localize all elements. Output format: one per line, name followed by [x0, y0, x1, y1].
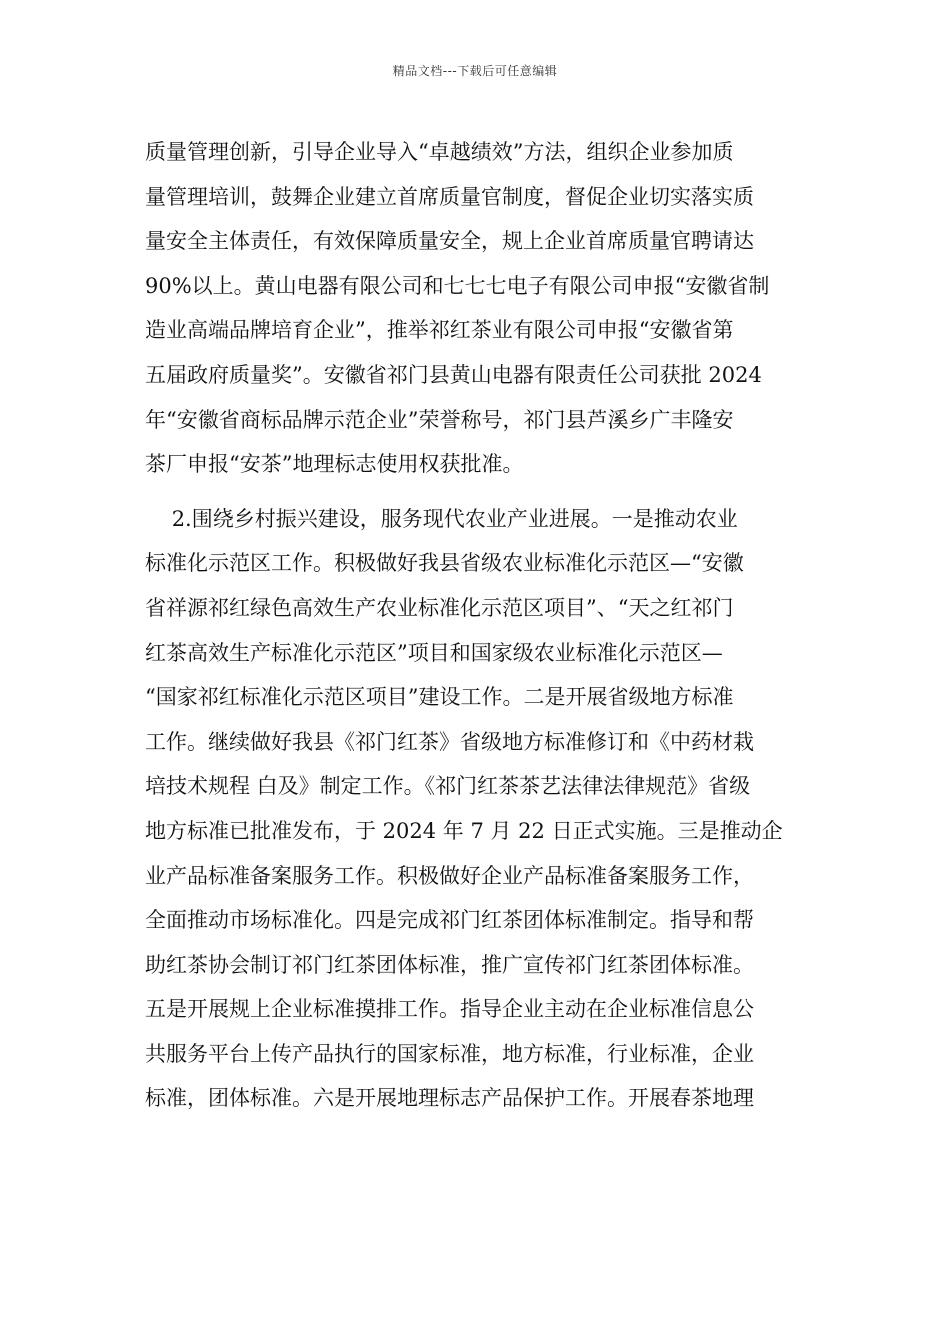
paragraph-2: [145, 497, 807, 1121]
text-line: 90%以上。黄山电器有限公司和七七七电子有限公司申报“安徽省制: [145, 273, 770, 298]
text-line: 标准化示范区工作。积极做好我县省级农业标准化示范区—“安徽: [145, 551, 744, 576]
text-line: 2.围绕乡村振兴建设，服务现代农业产业进展。一是推动农业: [145, 506, 738, 531]
text-line: 全面推动市场标准化。四是完成祁门红茶团体标准制定。指导和帮: [145, 908, 754, 933]
text-line: 茶厂申报“安茶”地理标志使用权获批准。: [145, 452, 524, 477]
text-line: 地方标准已批准发布，于 2024 年 7 月 22 日正式实施。三是推动企: [145, 818, 783, 843]
text-line: “国家祁红标准化示范区项目”建设工作。二是开展省级地方标准: [145, 685, 734, 710]
text-line: 共服务平台上传产品执行的国家标准，地方标准，行业标准，企业: [145, 1041, 754, 1066]
text-line: 年“安徽省商标品牌示范企业”荣誉称号，祁门县芦溪乡广丰隆安: [145, 407, 734, 432]
text-line: 量安全主体责任，有效保障质量安全，规上企业首席质量官聘请达: [145, 229, 754, 254]
text-line: 五是开展规上企业标准摸排工作。指导企业主动在企业标准信息公: [145, 997, 754, 1022]
text-line: 标准，团体标准。六是开展地理标志产品保护工作。开展春茶地理: [145, 1086, 754, 1111]
paragraph-1: [145, 130, 807, 487]
text-line: 培技术规程 白及》制定工作。《祁门红茶茶艺法律法律规范》省级: [145, 774, 751, 799]
text-line: 质量管理创新，引导企业导入“卓越绩效”方法，组织企业参加质: [145, 140, 734, 164]
text-line: 工作。继续做好我县《祁门红茶》省级地方标准修订和《中药材栽: [145, 729, 754, 754]
text-line: 红茶高效生产标准化示范区”项目和国家级农业标准化示范区—: [145, 640, 723, 665]
text-line: 助红茶协会制订祁门红茶团体标准，推广宣传祁门红茶团体标准。: [145, 952, 754, 977]
text-line: 省祥源祁红绿色高效生产农业标准化示范区项目”、“天之红祁门: [145, 595, 734, 620]
text-line: 造业高端品牌培育企业”，推举祁红茶业有限公司申报“安徽省第: [145, 318, 734, 343]
page-header: 精品文档---下载后可任意编辑: [392, 64, 558, 78]
paragraph-gap: [145, 487, 807, 497]
text-line: 业产品标准备案服务工作。积极做好企业产品标准备案服务工作，: [145, 863, 754, 888]
text-line: 量管理培训，鼓舞企业建立首席质量官制度，督促企业切实落实质: [145, 184, 754, 209]
text-line: 五届政府质量奖”。安徽省祁门县黄山电器有限责任公司获批 2024: [145, 362, 762, 387]
document-body: [145, 130, 807, 1121]
